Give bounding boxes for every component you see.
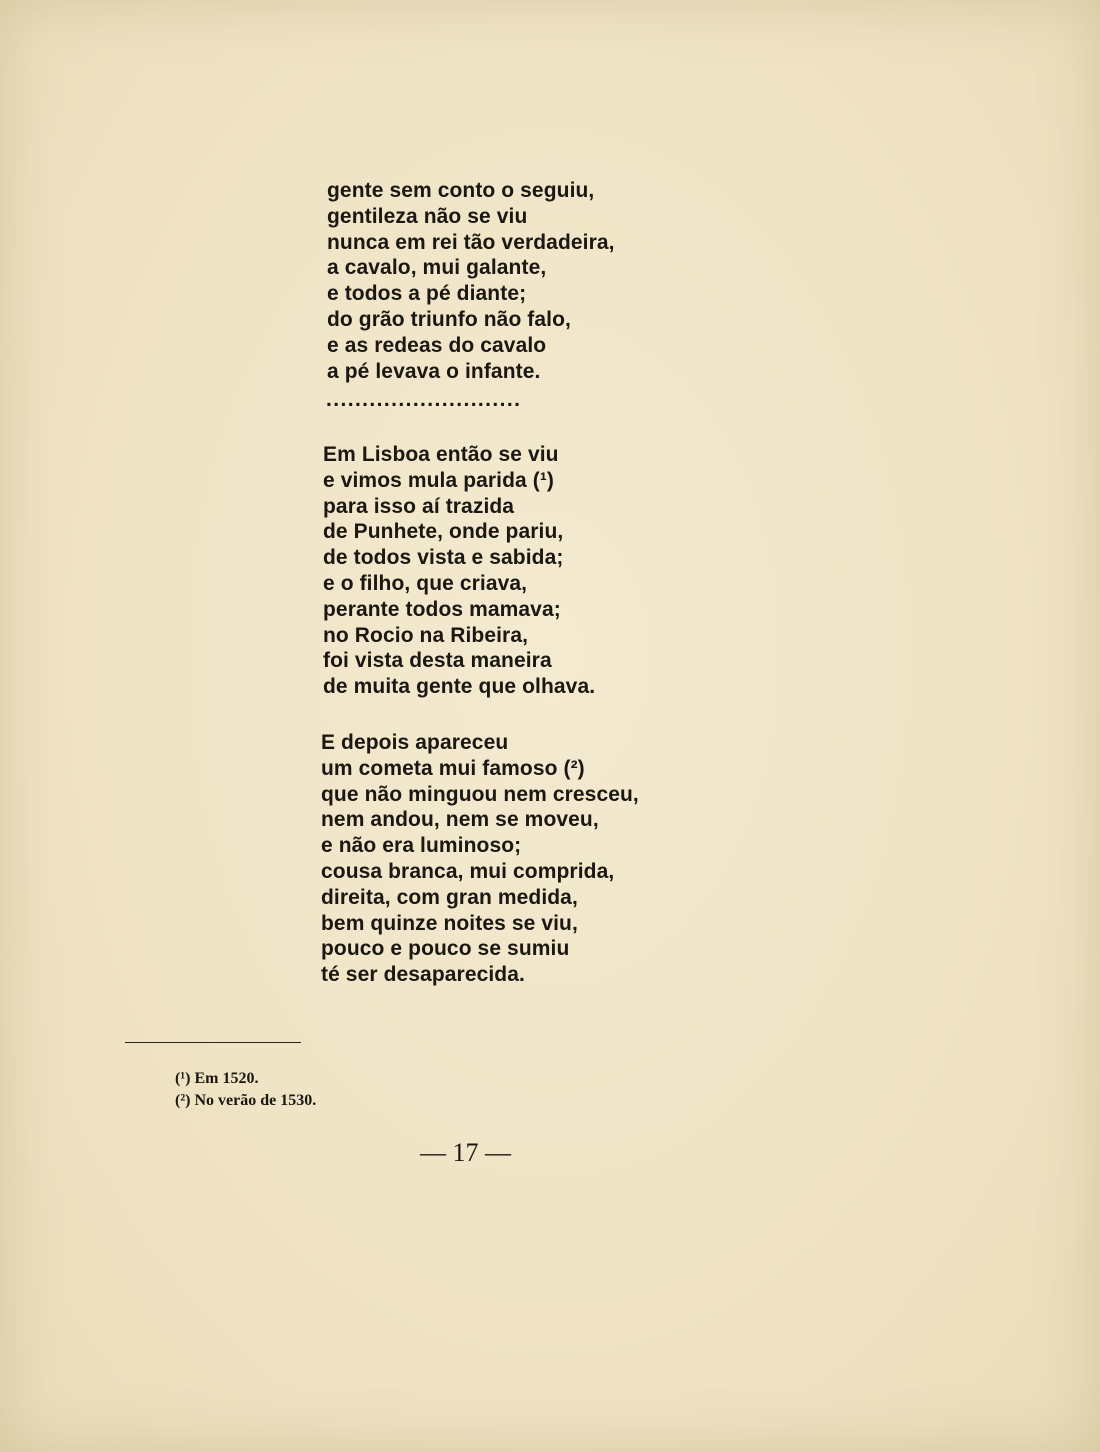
- footnote-1: (¹) Em 1520.: [175, 1070, 259, 1087]
- verse-line: direita, com gran medida,: [321, 885, 578, 909]
- verse-line: que não minguou nem cresceu,: [321, 782, 639, 806]
- verse-line: nunca em rei tão verdadeira,: [327, 230, 615, 254]
- poem-stanza-3: [321, 730, 639, 988]
- page-number: — 17 —: [420, 1138, 511, 1167]
- verse-line: para isso aí trazida: [323, 494, 515, 518]
- verse-line: e todos a pé diante;: [327, 282, 527, 306]
- verse-line: e as redeas do cavalo: [327, 333, 547, 357]
- verse-line: cousa branca, mui comprida,: [321, 859, 615, 883]
- poem-stanza-2: [323, 442, 595, 700]
- footnote-divider: [125, 1042, 301, 1043]
- verse-line: do grão triunfo não falo,: [327, 307, 571, 331]
- verse-line: bem quinze noites se viu,: [321, 911, 578, 935]
- verse-line: té ser desaparecida.: [321, 963, 525, 987]
- footnote-2: (²) No verão de 1530.: [175, 1092, 317, 1109]
- verse-line: gentileza não se viu: [327, 204, 528, 228]
- verse-line: perante todos mamava;: [323, 597, 561, 621]
- verse-line: de muita gente que olhava.: [323, 675, 596, 699]
- verse-line: a cavalo, mui galante,: [327, 256, 547, 280]
- verse-line: Em Lisboa então se viu: [323, 443, 559, 466]
- verse-line: E depois apareceu: [321, 731, 509, 754]
- verse-line: foi vista desta maneira: [323, 649, 552, 673]
- verse-line: e o filho, que criava,: [323, 571, 528, 595]
- verse-line: pouco e pouco se sumiu: [321, 937, 570, 961]
- verse-line: e não era luminoso;: [321, 834, 522, 858]
- omission-ellipsis: ...........................: [326, 388, 522, 411]
- verse-line: um cometa mui famoso (²): [321, 756, 585, 780]
- verse-line: a pé levava o infante.: [327, 359, 541, 383]
- poem-stanza-1: [327, 178, 615, 384]
- verse-line: e vimos mula parida (¹): [323, 468, 555, 492]
- verse-line: nem andou, nem se moveu,: [321, 808, 599, 832]
- verse-line: gente sem conto o seguiu,: [327, 179, 595, 202]
- verse-line: de todos vista e sabida;: [323, 546, 564, 570]
- verse-line: no Rocio na Ribeira,: [323, 623, 529, 647]
- footnotes: [175, 1068, 316, 1112]
- verse-line: de Punhete, onde pariu,: [323, 520, 564, 544]
